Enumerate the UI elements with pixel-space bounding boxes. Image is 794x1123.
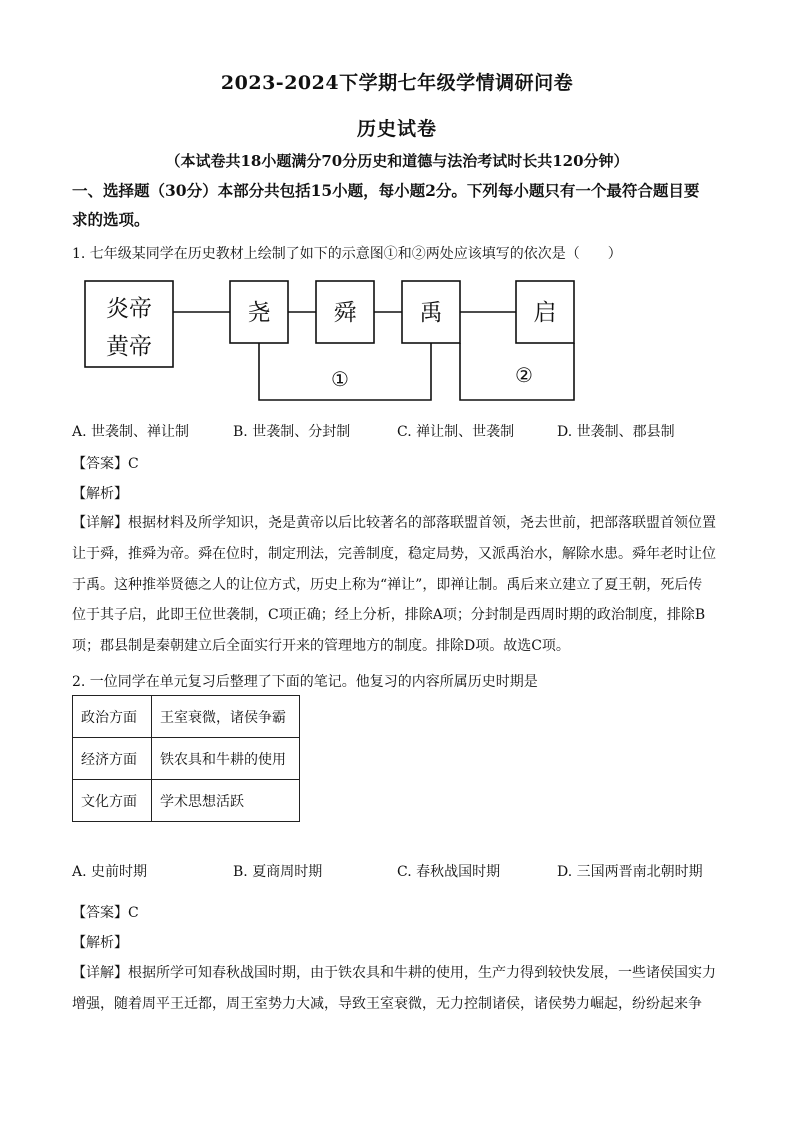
diagram-label-yandi: 炎帝 [106, 296, 152, 322]
q1-detail-line: 于禹。这种推举贤德之人的让位方式，历史上称为“禅让”，即禅让制。禹后来立建立了夏王朝，死后传 [72, 576, 703, 593]
q2-option-a: A. 史前时期 [72, 864, 148, 880]
question-1-stem: 1. 七年级某同学在历史教材上绘制了如下的示意图①和②两处应该填写的依次是（ ） [72, 246, 622, 262]
table-cell-value: 铁农具和牛耕的使用 [152, 738, 300, 780]
table-row [73, 780, 300, 822]
blank-marker-2: ② [515, 363, 533, 387]
table-row [73, 696, 300, 738]
q2-answer: 【答案】C [72, 905, 139, 921]
diagram-label-qi: 启 [533, 300, 557, 326]
q1-analysis-label: 【解析】 [72, 486, 128, 502]
q1-option-c: C. 禅让制、世袭制 [397, 424, 515, 440]
q1-option-d: D. 世袭制、郡县制 [557, 424, 675, 440]
diagram-label-yu: 禹 [419, 300, 443, 326]
q2-detail-line: 【详解】根据所学可知春秋战国时期，由于铁农具和牛耕的使用，生产力得到较快发展，一些诸侯国实力 [72, 965, 716, 981]
q1-option-a: A. 世袭制、禅让制 [72, 424, 190, 440]
exam-title: 2023-2024下学期七年级学情调研问卷 [220, 72, 574, 94]
diagram-label-yao: 尧 [247, 300, 271, 326]
table-cell-value: 学术思想活跃 [152, 780, 300, 822]
q1-detail-line: 【详解】根据材料及所学知识，尧是黄帝以后比较著名的部落联盟首领，尧去世前，把部落联盟首领位置 [72, 515, 716, 531]
table-row [73, 738, 300, 780]
q2-option-d: D. 三国两晋南北朝时期 [557, 864, 703, 880]
q1-option-b: B. 世袭制、分封制 [233, 424, 351, 440]
table-cell-value: 王室衰微，诸侯争霸 [152, 696, 300, 738]
table-cell-key: 文化方面 [73, 780, 152, 822]
section-heading [72, 176, 732, 234]
exam-instructions: （本试卷共18小题满分70分历史和道德与法治考试时长共120分钟） [165, 152, 629, 170]
q1-detail-line: 项；郡县制是秦朝建立后全面实行开来的管理地方的制度。排除D项。故选C项。 [72, 638, 570, 655]
diagram-label-huangdi: 黄帝 [106, 334, 152, 360]
review-notes-table [72, 695, 300, 822]
q2-analysis-label: 【解析】 [72, 935, 128, 951]
q2-option-b: B. 夏商周时期 [233, 864, 323, 880]
exam-subject: 历史试卷 [356, 118, 437, 140]
diagram-label-shun: 舜 [333, 300, 357, 326]
question-2-stem: 2. 一位同学在单元复习后整理了下面的笔记。他复习的内容所属历史时期是 [72, 674, 538, 690]
question-1-diagram [84, 278, 584, 402]
section-heading-line2: 求的选项。 [72, 210, 150, 229]
q1-answer: 【答案】C [72, 456, 139, 472]
section-heading-line1: 一、选择题（30分）本部分共包括15小题，每小题2分。下列每小题只有一个最符合题目要 [72, 181, 700, 200]
table-cell-key: 经济方面 [73, 738, 152, 780]
q1-detail-line: 让于舜，推舜为帝。舜在位时，制定刑法，完善制度，稳定局势，又派禹治水，解除水患。舜年老时让位 [72, 545, 716, 562]
table-cell-key: 政治方面 [73, 696, 152, 738]
q1-detail [72, 508, 722, 662]
blank-marker-1: ① [331, 367, 349, 391]
q1-detail-line: 位于其子启，此即王位世袭制，C项正确；经上分析，排除A项；分封制是西周时期的政治制度，排除B [72, 607, 706, 624]
q2-option-c: C. 春秋战国时期 [397, 864, 501, 880]
q2-detail-line: 增强，随着周平王迁都，周王室势力大减，导致王室衰微，无力控制诸侯，诸侯势力崛起，纷纷起来争 [72, 995, 702, 1012]
q2-detail [72, 958, 722, 1020]
